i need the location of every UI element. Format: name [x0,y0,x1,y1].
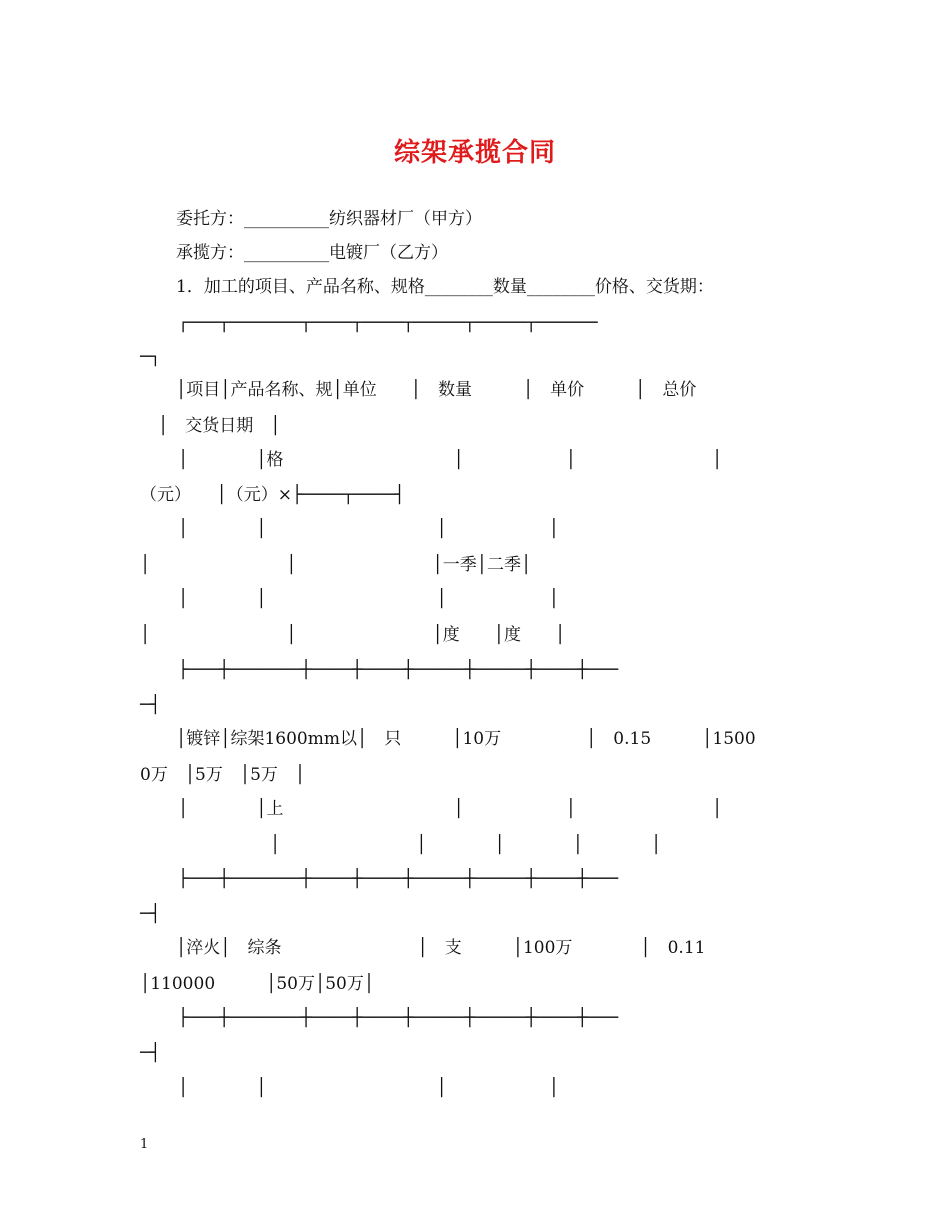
document-title: 综架承揽合同 [393,138,556,168]
table-separator: ├───┼───────┼────┼────┼─────┼─────┼────┼─── [178,660,619,680]
table-empty-row: │ │ │ │ [178,1078,559,1098]
table-header-row-3-wrap: │ │ │一季│二季│ [140,555,532,575]
table-row-galvanize: │镀锌│综架1600mm以│ 只 │10万 │ 0.15 │1500 [176,729,756,749]
table-separator-end: ─┤ [140,904,161,924]
table-row-galvanize-line-2: │ │上 │ │ │ [178,799,723,819]
table-separator-end: ─┤ [140,695,161,715]
table-separator: ├───┼───────┼────┼────┼─────┼─────┼────┼─── [178,869,619,889]
table-header-row-2-wrap: （元） │（元）×├────┬────┤ [140,485,405,505]
table-separator-end: ─┤ [140,1043,161,1063]
table-header-row-3: │ │ │ │ [178,519,559,539]
table-header-row-1-wrap: │ 交货日期 │ [158,416,281,436]
table-row-galvanize-wrap: 0万 │5万 │5万 │ [140,765,306,785]
page-number: 1 [140,1137,149,1152]
table-row-quench: │淬火│ 综条 │ 支 │100万 │ 0.11 [176,938,706,958]
table-row-quench-wrap: │110000 │50万│50万│ [140,974,375,994]
clause-1-line: 1．加工的项目、产品名称、规格________数量________价格、交货期： [176,277,714,297]
contractor-party-line: 承揽方：__________电镀厂（乙方） [176,243,448,263]
table-row-galvanize-line-2-wrap: │ │ │ │ │ [270,835,662,855]
table-top-border-end: ─┐ [140,347,161,367]
table-top-border: ┌───┬───────┬────┬────┬─────┬─────┬────── [178,313,598,333]
table-header-row-4-wrap: │ │ │度 │度 │ [140,625,566,645]
client-party-line: 委托方：__________纺织器材厂（甲方） [176,209,482,229]
table-header-row-1: │项目│产品名称、规│单位 │ 数量 │ 单价 │ 总价 [176,380,697,400]
table-header-row-2: │ │格 │ │ │ [178,450,723,470]
table-header-row-4: │ │ │ │ [178,589,559,609]
table-separator: ├───┼───────┼────┼────┼─────┼─────┼────┼─── [178,1008,619,1028]
